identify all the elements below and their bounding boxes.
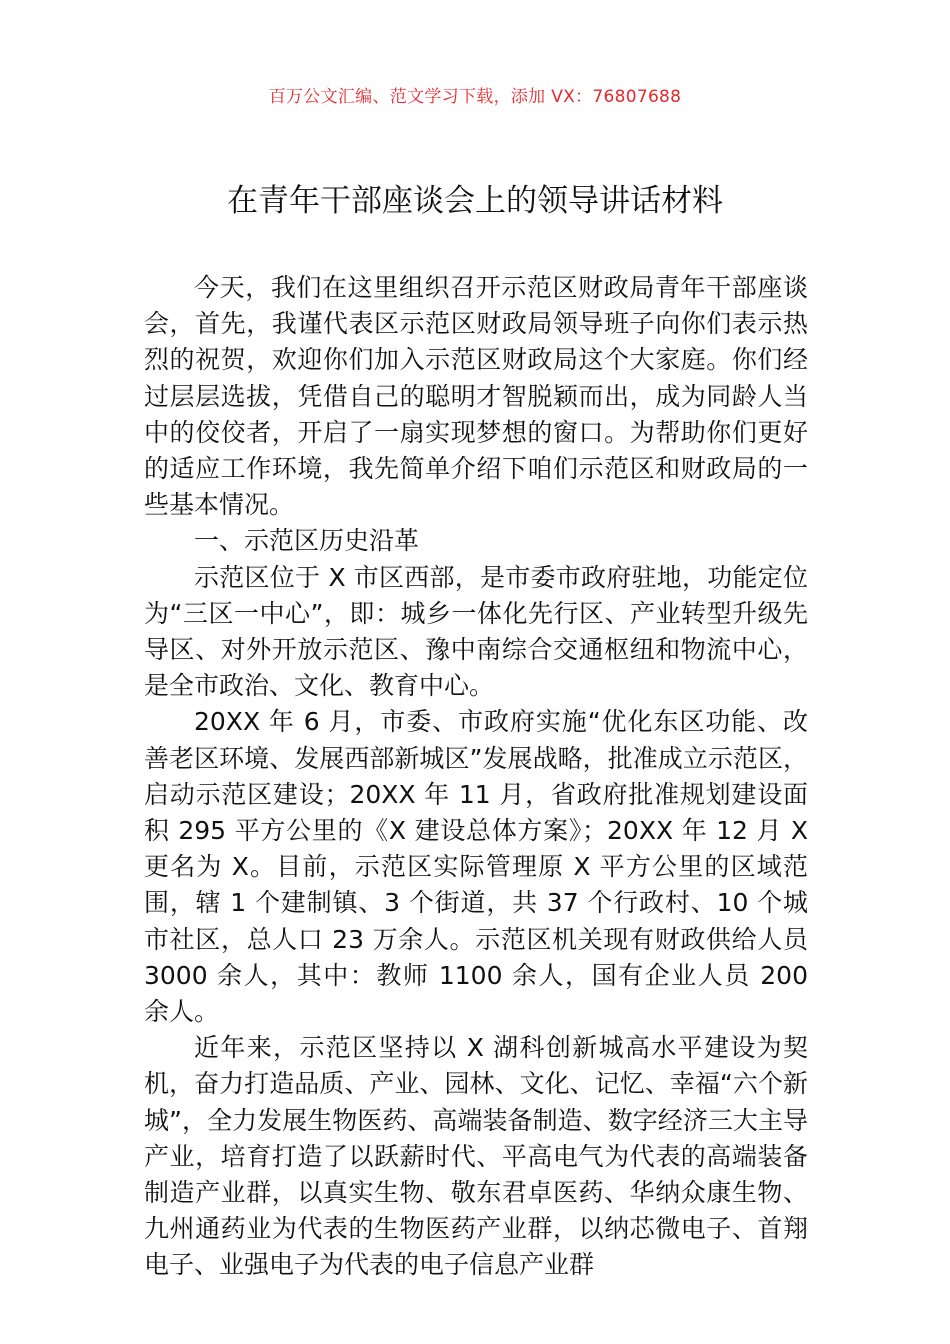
section-heading: 一、示范区历史沿革 (194, 526, 420, 556)
document-body (144, 270, 808, 1284)
paragraph-intro: 今天，我们在这里组织召开示范区财政局青年干部座谈会，首先，我谨代表区示范区财政局领导班子向你们表示热烈的祝贺，欢迎你们加入示范区财政局这个大家庭。你们经过层层选拔，凭借自己的聪明才智脱颖而出，成为同龄人当中的佼佼者，开启了一扇实现梦想的窗口。为帮助你们更好的适应工作环境，我先简单介绍下咱们示范区和财政局的一些基本情况。 (144, 273, 808, 520)
paragraph-history: 20XX 年 6 月，市委、市政府实施“优化东区功能、改善老区环境、发展西部新城区”发展战略，批准成立示范区，启动示范区建设；20XX 年 11 月，省政府批准规划建设面积 295 平方公里的《X 建设总体方案》；20XX 年 12 月 X 更名为 X。目前，示范区实际管理原 X 平方公里的区域范围，辖 1 个建制镇、3 个街道，共 37 个行政村、10 个城市社区，总人口 23 万余人。示范区机关现有财政供给人员 3000 余人，其中：教师 1100 余人，国有企业人员 200 余人。 (144, 707, 808, 1027)
document-title: 在青年干部座谈会上的领导讲话材料 (227, 183, 723, 219)
paragraph-location: 示范区位于 X 市区西部，是市委市政府驻地，功能定位为“三区一中心”，即：城乡一体化先行区、产业转型升级先导区、对外开放示范区、豫中南综合交通枢纽和物流中心，是全市政治、文化、教育中心。 (144, 562, 808, 701)
watermark-header: 百万公文汇编、范文学习下载，添加 VX：76807688 (268, 87, 682, 107)
paragraph-development: 近年来，示范区坚持以 X 湖科创新城高水平建设为契机，奋力打造品质、产业、园林、文化、记忆、幸福“六个新城”，全力发展生物医药、高端装备制造、数字经济三大主导产业，培育打造了以跃薪时代、平高电气为代表的高端装备制造产业群，以真实生物、敬东君卓医药、华纳众康生物、九州通药业为代表的生物医药产业群，以纳芯微电子、首翔电子、业强电子为代表的电子信息产业群 (144, 1033, 808, 1280)
